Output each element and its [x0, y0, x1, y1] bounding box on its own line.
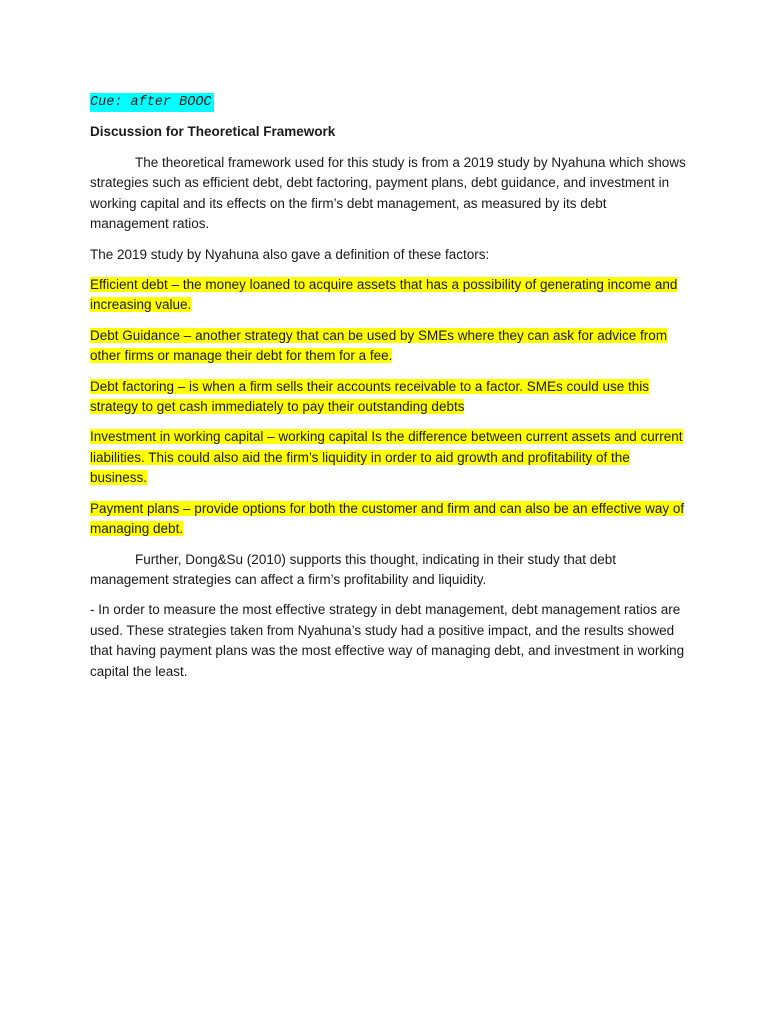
intro-paragraph: The theoretical framework used for this study is from a 2019 study by Nyahuna which shows strategies such as efficient debt, debt factoring, payment plans, debt guidance, and investment in working capital and its effects on the firm’s debt management, as measured by its debt management ratios. — [90, 155, 686, 232]
highlighted-text: Investment in working capital – working capital Is the difference between current assets and current liabilities. This could also aid the firm’s liquidity in order to aid growth and profitability of the business. — [90, 429, 683, 486]
definition-payment-plans — [90, 499, 686, 540]
support-paragraph: Further, Dong&Su (2010) supports this thought, indicating in their study that debt management strategies can affect a firm’s profitability and liquidity. — [90, 551, 617, 587]
definition-efficient-debt — [90, 275, 686, 316]
definition-debt-factoring — [90, 377, 686, 418]
definition-debt-guidance — [90, 326, 686, 367]
highlighted-text: Payment plans – provide options for both the customer and firm and can also be an effective way of managing debt. — [90, 500, 685, 537]
conclusion-paragraph: - In order to measure the most effective strategy in debt management, debt management ratios are used. These strategies taken from Nyahuna’s study had a positive impact, and the results showed that having payment plans was the most effective way of managing debt, and investment in working capital the least. — [90, 602, 685, 679]
definition-lead-paragraph: The 2019 study by Nyahuna also gave a definition of these factors: — [90, 246, 490, 262]
cue-note: Cue: after BOOC — [90, 95, 212, 110]
section-heading: Discussion for Theoretical Framework — [90, 124, 336, 139]
definition-working-capital — [90, 427, 686, 488]
document-body — [90, 92, 686, 692]
highlighted-text: Debt factoring – is when a firm sells their accounts receivable to a factor. SMEs could use this strategy to get cash immediately to pay their outstanding debts — [90, 378, 650, 415]
highlighted-text: Efficient debt – the money loaned to acquire assets that has a possibility of generating income and increasing value. — [90, 277, 678, 313]
highlighted-text: Debt Guidance – another strategy that can be used by SMEs where they can ask for advice from other firms or manage their debt for them for a fee. — [90, 327, 668, 364]
